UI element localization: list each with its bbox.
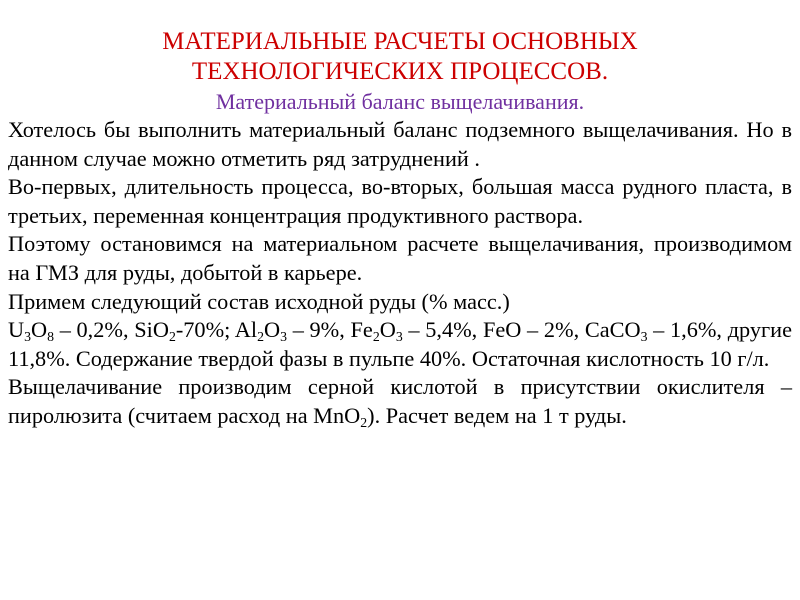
composition-rest: другие 11,8%. Содержание твердой фазы в пульпе 40%. Остаточная кислотность 10 г/л.: [8, 317, 793, 371]
formula-sio2: SiO$_2$: [134, 317, 176, 345]
paragraph-composition: [8, 316, 792, 373]
paragraph-composition-intro: Примем следующий состав исходной руды (% масс.): [8, 288, 510, 314]
formula-feo: FeO: [482, 317, 522, 343]
formula-u3o8: $U_3O_8$: [8, 317, 55, 345]
slide-title-line-1: МАТЕРИАЛЬНЫЕ РАСЧЕТЫ ОСНОВНЫХ: [162, 28, 638, 55]
leaching-text-before: Выщелачивание производим серной кислотой в присутствии окислителя – пиролюзита (считаем расход на MnO: [8, 374, 792, 428]
slide-subtitle: Материальный баланс выщелачивания.: [215, 89, 585, 114]
value-u3o8: – 0,2%,: [54, 317, 135, 343]
value-fe2o3: – 5,4%,: [402, 317, 483, 343]
value-sio2: -70%;: [175, 317, 235, 343]
value-al2o3: – 9%,: [287, 317, 351, 343]
paragraph-approach: Поэтому остановимся на материальном расчете выщелачивания, производимом на ГМЗ для руды, добытой в карьере.: [8, 231, 792, 285]
formula-caco3: CaCO$_3$: [584, 317, 648, 345]
formula-fe2o3: $Fe_2O_3$: [350, 317, 403, 345]
paragraph-difficulties: Во-первых, длительность процесса, во-вторых, большая масса рудного пласта, в третьих, переменная концентрация продуктивного раствора.: [8, 174, 792, 228]
paragraph-intro: Хотелось бы выполнить материальный баланс подземного выщелачивания. Но в данном случае можно отметить ряд затруднений .: [8, 117, 792, 171]
slide-body: [8, 116, 792, 431]
paragraph-leaching: [8, 373, 792, 430]
formula-al2o3: $Al_2O_3$: [234, 317, 288, 345]
slide-title-line-2: ТЕХНОЛОГИЧЕСКИХ ПРОЦЕССОВ.: [191, 58, 609, 85]
leaching-text-after: ). Расчет ведем на 1 т руды.: [367, 402, 627, 428]
mno2-subscript: 2: [360, 415, 368, 431]
value-caco3: – 1,6%,: [647, 317, 728, 343]
value-feo: – 2%,: [521, 317, 585, 343]
